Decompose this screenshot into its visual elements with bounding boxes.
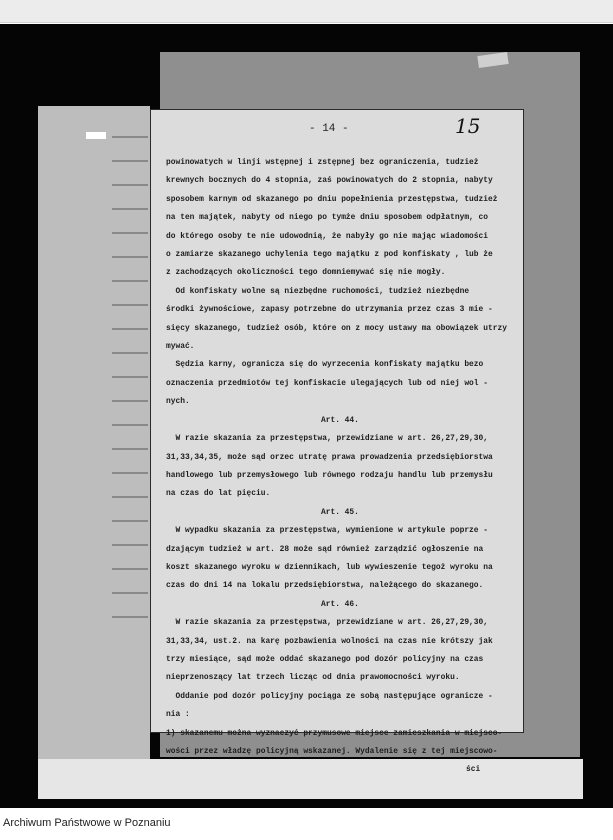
article-heading: Art. 44. — [321, 415, 359, 425]
text-line: powinowatych w linji wstępnej i zstępnej bez ograniczenia, tudzież — [166, 158, 479, 167]
text-line: wości przez władzę policyjną wskazanej. Wydalenie się z tej miejscowo- — [166, 747, 498, 756]
document-page — [151, 110, 523, 775]
folio-number: 15 — [455, 114, 481, 138]
bleed-through-text — [112, 126, 148, 626]
text-line: W razie skazania za przestępstwa, przewidziane w art. 26,27,29,30, — [166, 434, 488, 444]
text-line: nia : — [166, 710, 190, 720]
text-line: z zachodzących okoliczności tego domniemywać się nie mogły. — [166, 268, 446, 278]
text-line: na ten majątek, nabyty od niego po tymże dniu sposobem odpłatnym, co — [166, 213, 488, 223]
text-line: W razie skazania za przestępstwa, przewidziane w art. 26,27,29,30, — [166, 618, 488, 628]
text-line: na czas do lat pięciu. — [166, 489, 271, 499]
text-line: środki żywnościowe, zapasy potrzebne do utrzymania przez czas 3 mie - — [166, 305, 493, 315]
text-line: W wypadku skazania za przestępstwa, wymienione w artykule poprze - — [166, 526, 488, 536]
scan-image — [0, 24, 613, 808]
text-line: czas do dni 14 na lokalu przedsiębiorstwa, należącego do skazanego. — [166, 581, 484, 591]
text-line: oznaczenia przedmiotów tej konfiskacie ulegających lub od niej wol - — [166, 378, 488, 388]
text-line: handlowego lub przemysłowego lub równego rodzaju handlu lub przemysłu — [166, 470, 493, 480]
page-number: - 14 - — [309, 123, 349, 135]
text-line: o zamiarze skazanego uchylenia tego majątku z pod konfiskaty , lub że — [166, 250, 493, 260]
text-line: nych. — [166, 397, 190, 407]
text-line: sposobem karnym od skazanego po dniu popełnienia przestępstwa, tudzież — [166, 194, 498, 204]
text-line: do którego osoby te nie udowodnią, że nabyły go nie mając wiadomości — [166, 231, 488, 241]
article-heading: Art. 45. — [321, 507, 359, 517]
archive-credit: Archiwum Państwowe w Poznaniu — [3, 817, 171, 829]
adjacent-page — [38, 106, 150, 761]
text-line: dzającym tudzież w art. 28 może sąd również zarządzić ogłoszenie na — [166, 544, 484, 554]
catchword: ści — [466, 765, 481, 775]
text-line: Oddanie pod dozór policyjny pociąga ze sobą następujące ogranicze - — [166, 691, 493, 701]
paper-edge — [86, 132, 106, 139]
article-heading: Art. 46. — [321, 599, 359, 609]
text-line: sięcy skazanego, tudzież osób, które on z mocy ustawy ma obowiązek utrzy — [166, 323, 507, 333]
top-toolbar — [0, 0, 613, 23]
text-line: koszt skazanego wyroku w dziennikach, lub wywieszenie tegoż wyroku na — [166, 562, 493, 572]
text-line: Sędzia karny, ogranicza się do wyrzecenia konfiskaty majątku bezo — [166, 360, 484, 370]
text-line: 1) skazanemu można wyznaczyć przymusowe miejsce zamieszkania w miejsco- — [166, 728, 503, 738]
text-line: nieprzenoszący lat trzech licząc od dnia prawomocności wyroku. — [166, 673, 460, 683]
text-line: krewnych bocznych do 4 stopnia, zaś powinowatych do 2 stopnia, nabyty — [166, 176, 493, 186]
text-line: mywać. — [166, 342, 195, 352]
text-line: Od konfiskaty wolne są niezbędne ruchomości, tudzież niezbędne — [166, 286, 470, 296]
text-line: trzy miesiące, sąd może oddać skazanego pod dozór policyjny na czas — [166, 654, 484, 664]
typed-text — [166, 154, 523, 780]
text-line: 31,33,34, ust.2. na karę pozbawienia wolności na czas nie krótszy jak — [166, 636, 493, 646]
text-line: 31,33,34,35, może sąd orzec utratę prawa prowadzenia przedsiębiorstwa — [166, 452, 493, 462]
